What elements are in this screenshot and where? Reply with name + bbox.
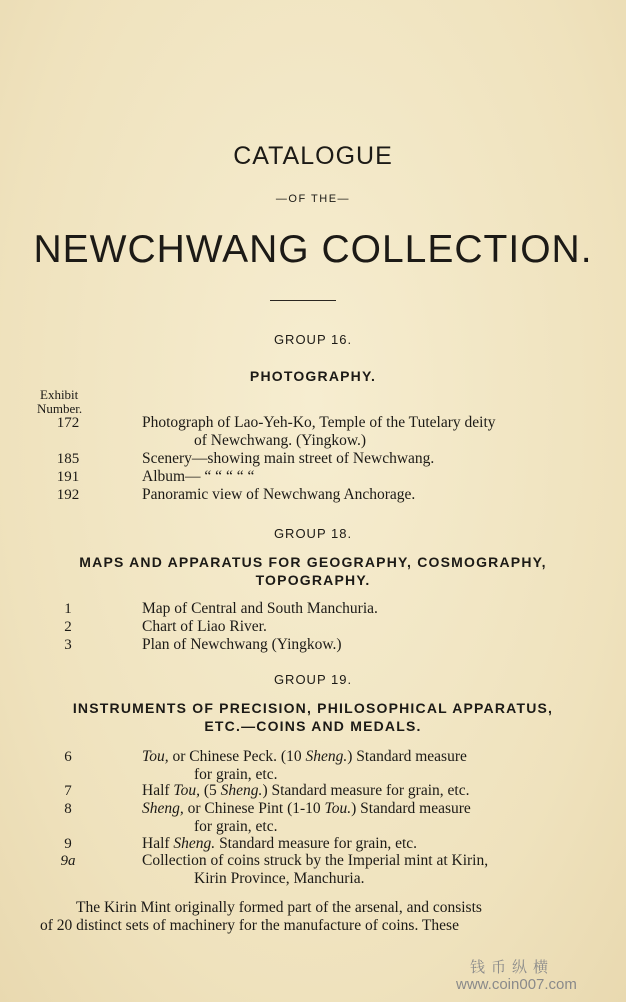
group-18-heading-continued: TOPOGRAPHY. xyxy=(255,572,371,588)
exhibit-number: 172 xyxy=(56,415,80,431)
exhibit-description-continued: of Newchwang. (Yingkow.) xyxy=(194,432,367,449)
exhibit-description: Tou, or Chinese Peck. (10 Sheng.) Standard measure xyxy=(142,748,467,765)
exhibit-number: 2 xyxy=(64,619,72,635)
exhibit-description: Album— “ “ “ “ “ xyxy=(142,468,255,485)
exhibit-number: 9a xyxy=(60,853,76,869)
exhibit-description: Map of Central and South Manchuria. xyxy=(142,600,378,617)
group-16-heading: PHOTOGRAPHY. xyxy=(249,368,377,384)
group-18-heading: MAPS AND APPARATUS FOR GEOGRAPHY, COSMOGRAPHY, xyxy=(79,554,547,570)
paragraph-line: of 20 distinct sets of machinery for the manufacture of coins. These xyxy=(40,917,459,934)
exhibit-description: Scenery—showing main street of Newchwang. xyxy=(142,450,435,467)
exhibit-description-continued: for grain, etc. xyxy=(194,766,278,783)
title-divider xyxy=(270,300,336,301)
exhibit-description: Panoramic view of Newchwang Anchorage. xyxy=(142,486,416,503)
group-19-heading: INSTRUMENTS OF PRECISION, PHILOSOPHICAL APPARATUS, xyxy=(72,700,554,716)
group-19-heading-continued: ETC.—COINS AND MEDALS. xyxy=(204,718,422,734)
exhibit-number: 3 xyxy=(64,637,72,653)
exhibit-description: Photograph of Lao-Yeh-Ko, Temple of the Tutelary deity xyxy=(142,414,496,431)
paragraph-line: The Kirin Mint originally formed part of the arsenal, and consists xyxy=(76,899,482,916)
group-19-label: GROUP 19. xyxy=(273,672,353,687)
exhibit-number: 7 xyxy=(64,783,72,799)
exhibit-description: Half Tou, (5 Sheng.) Standard measure for grain, etc. xyxy=(142,782,470,799)
exhibit-description: Half Sheng. Standard measure for grain, etc. xyxy=(142,835,418,852)
of-the-subtitle: —OF THE— xyxy=(275,193,351,205)
exhibit-number: 9 xyxy=(64,836,72,852)
exhibit-number: 6 xyxy=(64,749,72,765)
group-18-label: GROUP 18. xyxy=(273,526,353,541)
exhibit-description-continued: Kirin Province, Manchuria. xyxy=(194,870,365,887)
exhibit-description: Chart of Liao River. xyxy=(142,618,267,635)
exhibit-description: Sheng, or Chinese Pint (1-10 Tou.) Standard measure xyxy=(142,800,471,817)
exhibit-number: 185 xyxy=(56,451,80,467)
exhibit-description: Collection of coins struck by the Imperial mint at Kirin, xyxy=(142,852,489,869)
exhibit-description-continued: for grain, etc. xyxy=(194,818,278,835)
group-16-label: GROUP 16. xyxy=(273,332,353,347)
exhibit-number: 191 xyxy=(56,469,80,485)
exhibit-description: Plan of Newchwang (Yingkow.) xyxy=(142,636,342,653)
exhibit-number: 8 xyxy=(64,801,72,817)
watermark-chinese: 钱币纵横 xyxy=(470,958,555,976)
number-column-header: Number. xyxy=(37,401,83,416)
exhibit-number: 192 xyxy=(56,487,80,503)
watermark-url: www.coin007.com xyxy=(456,976,577,993)
exhibit-column-header: Exhibit xyxy=(40,387,79,402)
collection-title: NEWCHWANG COLLECTION. xyxy=(33,228,593,271)
catalogue-title: CATALOGUE xyxy=(233,142,393,170)
exhibit-number: 1 xyxy=(64,601,72,617)
